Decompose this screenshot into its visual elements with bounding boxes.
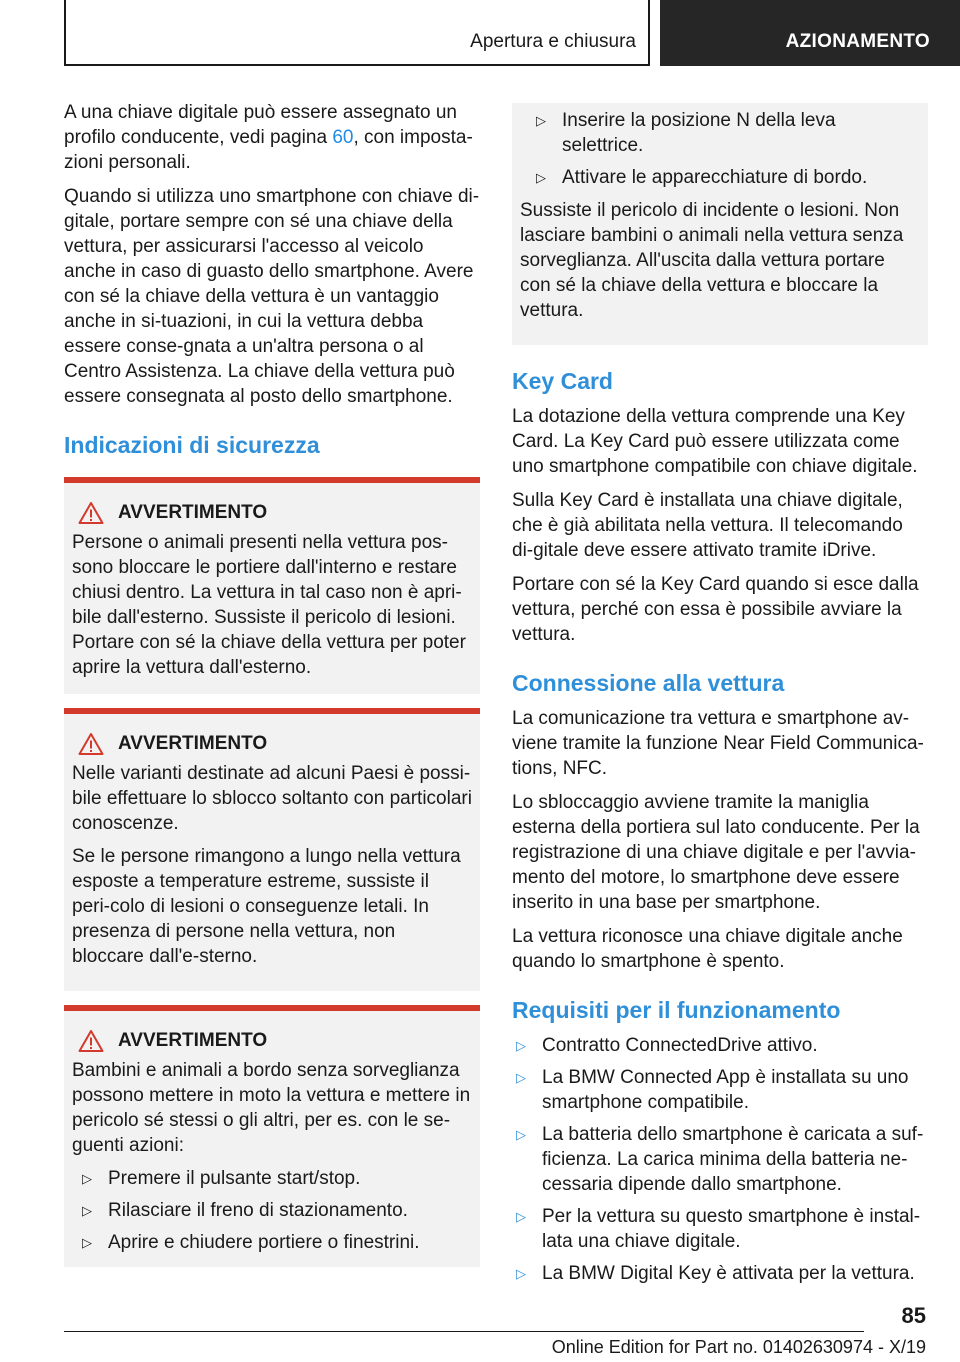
- triangle-right-icon: ▷: [516, 1038, 526, 1053]
- list-item: ▷ Inserire la posizione N della leva selettrice.: [536, 110, 836, 156]
- list-item: ▷ Contratto ConnectedDrive attivo.: [516, 1035, 818, 1056]
- triangle-right-icon: ▷: [536, 170, 546, 185]
- left-column: [64, 100, 480, 1267]
- warning-action-list: [520, 108, 920, 190]
- page-header: [64, 0, 960, 66]
- warning-title: AVVERTIMENTO: [72, 731, 472, 757]
- header-section-tab: [64, 0, 650, 66]
- warning-box-1: [64, 477, 480, 694]
- warning-title: AVVERTIMENTO: [72, 500, 472, 526]
- list-item: ▷ La batteria dello smartphone è caricata a suf-ficienza. La carica minima della batteria ne-cessaria dipende dallo smartphone.: [516, 1124, 924, 1195]
- heading-requirements: Requisiti per il funzionamento: [512, 997, 841, 1023]
- warning-box-3: [64, 1005, 480, 1267]
- triangle-right-icon: ▷: [516, 1127, 526, 1142]
- warning-triangle-icon: [78, 732, 104, 756]
- page-number: 85: [901, 1303, 926, 1328]
- heading-key-card: Key Card: [512, 368, 613, 394]
- header-chapter-tab: [660, 0, 960, 66]
- heading-safety: Indicazioni di sicurezza: [64, 432, 320, 458]
- warning-text: Nelle varianti destinate ad alcuni Paesi è possi-bile effettuare lo sblocco soltanto con particolari conoscenze.: [72, 763, 472, 834]
- connection-paragraph-1: La comunicazione tra vettura e smartphone av-viene tramite la funzione Near Field Communica-tions, NFC.: [512, 708, 924, 779]
- warning-triangle-icon: [78, 501, 104, 525]
- warning-action-list: [72, 1166, 472, 1255]
- keycard-paragraph-1: La dotazione della vettura comprende una Key Card. La Key Card può essere utilizzata come uno smartphone compatibile con chiave digitale.: [512, 406, 918, 477]
- connection-paragraph-2: Lo sbloccaggio avviene tramite la maniglia esterna della portiera sul lato conducente. Per la registrazione di una chiave digitale e per l'avvia-mento del motore, lo smartphone deve essere inserito in una base per smartphone.: [512, 792, 920, 913]
- warning-text: Bambini e animali a bordo senza sorveglianza possono mettere in moto la vettura e mettere in pericolo sé stessi o gli altri, per es. con le se-guenti azioni:: [72, 1060, 471, 1156]
- list-item: ▷ Premere il pulsante start/stop.: [82, 1168, 361, 1189]
- warning-continuation-box: [512, 103, 928, 345]
- warning-box-2: [64, 708, 480, 991]
- requirements-list: [512, 1033, 928, 1286]
- footer-divider: [64, 1331, 864, 1332]
- keycard-paragraph-3: Portare con sé la Key Card quando si esce dalla vettura, perché con essa è possibile avviare la vettura.: [512, 574, 919, 645]
- triangle-right-icon: ▷: [516, 1266, 526, 1281]
- right-column: [512, 103, 928, 1294]
- warning-text: Sussiste il pericolo di incidente o lesioni. Non lasciare bambini o animali nella vettura senza sorveglianza. All'uscita dalla vettura portare con sé la chiave della vettura e bloccare la vettura.: [520, 200, 904, 321]
- list-item: ▷ Attivare le apparecchiature di bordo.: [536, 167, 868, 188]
- connection-paragraph-3: La vettura riconosce una chiave digitale anche quando lo smartphone è spento.: [512, 926, 903, 972]
- list-item: ▷ Rilasciare il freno di stazionamento.: [82, 1200, 408, 1221]
- warning-title: AVVERTIMENTO: [72, 1028, 472, 1054]
- page-link[interactable]: 60: [332, 127, 354, 148]
- smartphone-paragraph: Quando si utilizza uno smartphone con chiave di-gitale, portare sempre con sé una chiave della vettura, per assicurarsi l'accesso al veicolo anche in caso di guasto dello smartphone. Avere con sé la chiave della vettura è un vantaggio anche in si-tuazioni, in cui la vettura debba essere conse-gnata a un'altra persona o al Centro Assistenza. La chiave della vettura può essere consegnata al posto dello smartphone.: [64, 186, 480, 407]
- triangle-right-icon: ▷: [516, 1070, 526, 1085]
- triangle-right-icon: ▷: [516, 1209, 526, 1224]
- header-chapter-title: AZIONAMENTO: [785, 31, 930, 52]
- warning-text: Se le persone rimangono a lungo nella vettura esposte a temperature estreme, sussiste il peri-colo di lesioni o conseguenze letali. In presenza di persone nella vettura, non bloccare dall'e-sterno.: [72, 846, 461, 967]
- warning-text: Persone o animali presenti nella vettura pos-sono bloccare le portiere dall'interno e restare chiusi dentro. La vettura in tal caso non è apri-bile dall'esterno. Sussiste il pericolo di lesioni. Portare con sé la chiave della vettura per poter aprire la vettura dall'esterno.: [72, 532, 466, 678]
- triangle-right-icon: ▷: [82, 1203, 92, 1218]
- list-item: ▷ La BMW Digital Key è attivata per la vettura.: [516, 1263, 915, 1284]
- list-item: ▷ Per la vettura su questo smartphone è instal-lata una chiave digitale.: [516, 1206, 921, 1252]
- footer-edition: Online Edition for Part no. 01402630974 - X/19: [551, 1337, 926, 1357]
- list-item: ▷ Aprire e chiudere portiere o finestrini.: [82, 1232, 420, 1253]
- heading-connection: Connessione alla vettura: [512, 670, 785, 696]
- triangle-right-icon: ▷: [82, 1171, 92, 1186]
- triangle-right-icon: ▷: [536, 113, 546, 128]
- triangle-right-icon: ▷: [82, 1235, 92, 1250]
- header-section-title: Apertura e chiusura: [470, 31, 636, 52]
- keycard-paragraph-2: Sulla Key Card è installata una chiave digitale, che è già abilitata nella vettura. Il telecomando di-gitale deve essere attivato tramite iDrive.: [512, 490, 903, 561]
- list-item: ▷ La BMW Connected App è installata su uno smartphone compatibile.: [516, 1067, 909, 1113]
- intro-paragraph: A una chiave digitale può essere assegnato un profilo conducente, vedi pagina 60, con imposta-zioni personali.: [64, 102, 473, 173]
- warning-triangle-icon: [78, 1029, 104, 1053]
